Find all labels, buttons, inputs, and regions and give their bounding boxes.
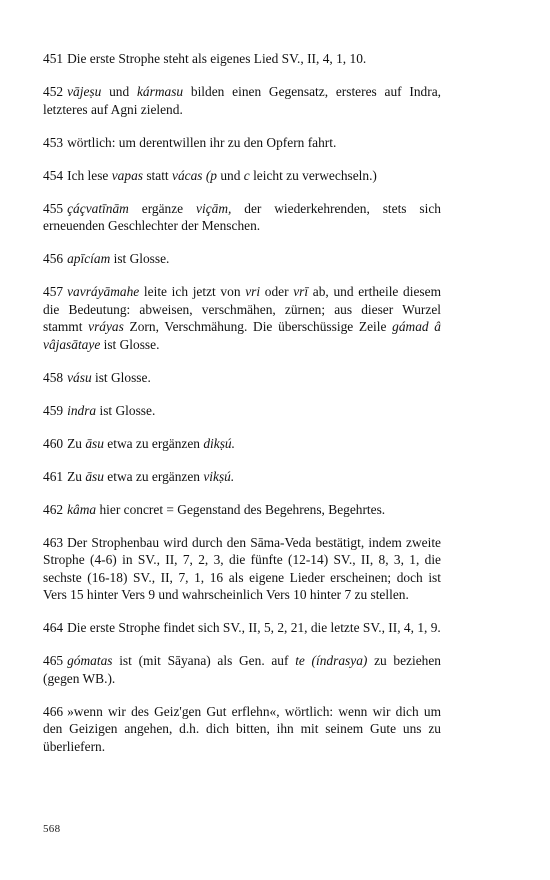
sanskrit-term: vásu: [67, 369, 92, 385]
sanskrit-term: kármasu: [136, 84, 184, 99]
sanskrit-term: c: [243, 167, 250, 183]
note-text: bilden einen Gegensatz, ersteres auf Indra, letzteres auf Agni zielend.: [43, 84, 441, 117]
note-text: statt: [142, 167, 172, 183]
note-text: leicht zu verwechseln.): [249, 167, 377, 183]
note-text: hier concret = Gegenstand des Begehrens, Begehrtes.: [96, 501, 386, 517]
page-number: 568: [43, 823, 61, 835]
sanskrit-term: gámad â vâjasātaye: [43, 319, 441, 352]
note-text: der wiederkehrenden, stets sich erneuenden Geschlechter der Menschen.: [43, 200, 441, 233]
sanskrit-term: viçām,: [196, 200, 232, 216]
endnote-451: [43, 50, 441, 68]
note-text: und: [101, 84, 137, 99]
sanskrit-term: āsu: [85, 435, 104, 451]
sanskrit-term: vácas (p: [172, 167, 217, 183]
sanskrit-term: gómatas: [67, 653, 113, 668]
note-text: leite ich jetzt von: [139, 284, 246, 299]
sanskrit-term: vapas: [111, 167, 143, 183]
endnote-453: [43, 134, 441, 152]
note-text: ist Glosse.: [96, 402, 156, 418]
endnote-461: [43, 468, 441, 486]
note-text: ab, und ertheile diesem die Bedeutung: abweisen, verschmähen, zürnen; aus dieser Wurzel stammt: [43, 284, 441, 334]
endnotes-column: [43, 50, 441, 771]
endnote-number: 462: [43, 501, 64, 517]
endnote-458: [43, 369, 441, 387]
sanskrit-term: te (índrasya): [295, 653, 368, 668]
endnote-number: 456: [43, 251, 64, 266]
note-text: etwa zu ergänzen: [103, 435, 204, 451]
sanskrit-term: vājeṣu: [67, 84, 102, 99]
endnote-460: [43, 435, 441, 453]
note-text: und: [217, 167, 244, 183]
note-text: Zu: [67, 435, 86, 451]
note-text: »wenn wir des Geiz'gen Gut erflehn«, wörtlich: wenn wir dich um den Geizigen angehen, d.h. dich bitten, ihn mit seinem Gute uns zu überliefern.: [43, 703, 441, 754]
endnote-number: 461: [43, 468, 64, 484]
endnote-number: 465: [43, 653, 64, 668]
endnote-number: 460: [43, 435, 64, 451]
endnote-number: 454: [43, 167, 64, 183]
note-text: Die erste Strophe steht als eigenes Lied SV., II, 4, 1, 10.: [67, 51, 367, 66]
endnote-457: [43, 283, 441, 353]
endnote-number: 459: [43, 402, 64, 418]
sanskrit-term: vikṣú.: [203, 468, 235, 484]
note-text: ergänze: [128, 200, 197, 216]
sanskrit-term: apīcíam: [67, 251, 111, 266]
endnote-462: [43, 501, 441, 519]
note-text: Der Strophenbau wird durch den Sāma-Veda bestätigt, indem zweite Strophe (4-6) in SV., II, 7, 2, 3, die fünfte (12-14) SV., II, 8, 3, 1, die sechste (16-18) SV., II, 7, 1, 16 als eigene Lieder erscheinen; doch ist Vers 15 hinter Vers 9 und wahrscheinlich Vers 10 hinter 7 zu stellen.: [43, 534, 441, 602]
endnote-number: 455: [43, 200, 64, 216]
note-text: etwa zu ergänzen: [103, 468, 204, 484]
endnote-455: [43, 200, 441, 235]
endnote-463: [43, 534, 441, 604]
endnote-number: 451: [43, 51, 64, 66]
note-text: Zu: [67, 468, 86, 484]
note-text: oder: [260, 284, 294, 299]
endnote-466: [43, 703, 441, 756]
note-text: ist Glosse.: [91, 369, 151, 385]
note-text: Zorn, Verschmähung. Die überschüssige Zeile: [123, 319, 393, 334]
endnote-456: [43, 250, 441, 268]
sanskrit-term: vráyas: [88, 319, 124, 334]
endnote-number: 453: [43, 134, 64, 150]
endnote-452: [43, 83, 441, 118]
sanskrit-term: dikṣú.: [203, 435, 235, 451]
sanskrit-term: indra: [67, 402, 97, 418]
endnote-number: 452: [43, 84, 64, 99]
note-text: ist (mit Sāyana) als Gen. auf: [112, 653, 296, 668]
note-text: zu beziehen (gegen WB.).: [43, 653, 441, 686]
endnote-number: 457: [43, 284, 64, 299]
endnote-number: 466: [43, 703, 64, 719]
note-text: Ich lese: [67, 167, 112, 183]
note-text: ist Glosse.: [100, 336, 160, 352]
sanskrit-term: çáçvatīnām: [67, 200, 129, 216]
endnote-465: [43, 652, 441, 687]
endnote-464: [43, 619, 441, 637]
endnote-454: [43, 167, 441, 185]
sanskrit-term: vri: [245, 284, 261, 299]
sanskrit-term: vavráyāmahe: [67, 284, 140, 299]
sanskrit-term: kâma: [67, 501, 97, 517]
sanskrit-term: āsu: [85, 468, 104, 484]
endnote-number: 458: [43, 369, 64, 385]
note-text: ist Glosse.: [110, 251, 170, 266]
endnote-459: [43, 402, 441, 420]
sanskrit-term: vrī: [293, 284, 309, 299]
endnote-number: 464: [43, 620, 64, 635]
endnote-number: 463: [43, 534, 64, 550]
note-text: Die erste Strophe findet sich SV., II, 5, 2, 21, die letzte SV., II, 4, 1, 9.: [67, 620, 441, 635]
note-text: wörtlich: um derentwillen ihr zu den Opfern fahrt.: [67, 134, 337, 150]
